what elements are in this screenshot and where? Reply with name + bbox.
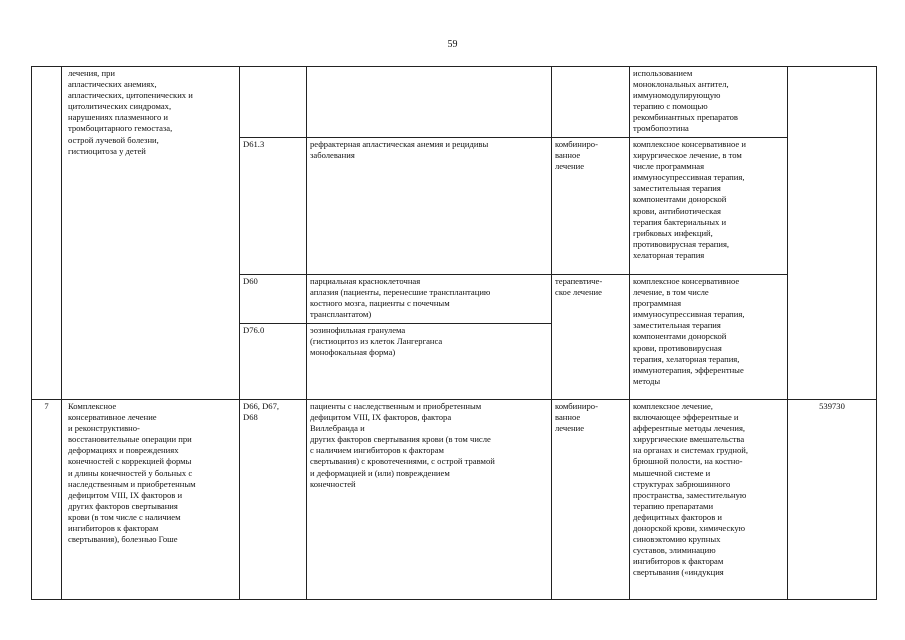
- patient-condition: рефрактерная апластическая анемия и рецидивы заболевания: [307, 138, 552, 275]
- cost-value: 539730: [788, 400, 877, 600]
- treatment-type: [552, 67, 630, 138]
- diagnosis-code: D66, D67, D68: [240, 400, 307, 600]
- diagnosis-code: [240, 67, 307, 138]
- table-row: [32, 400, 877, 600]
- treatment-method: комплексное лечение, включающее эфферентные и афферентные методы лечения, хирургические вмешательства на органах и системах грудной, брюшной полости, на костно- мышечной системе и структурах забрюшинного пространства, заместительную терапию препаратами дефицитных факторов и донорской крови, химическую синовэктомию крупных суставов, элиминацию ингибиторов к факторам свертывания («индукция: [630, 400, 788, 600]
- diagnosis-code: D76.0: [240, 324, 307, 400]
- treatment-type: комбиниро- ванное лечение: [552, 138, 630, 275]
- patient-condition: [307, 67, 552, 138]
- care-type-name: Комплексное консервативное лечение и реконструктивно- восстановительные операции при деформациях и повреждениях конечностей с коррекцией формы и длины конечностей у больных с наследственным и приобретенным дефицитом VIII, IX факторов и других факторов свертывания крови (в том числе с наличием ингибиторов к факторам свертывания), болезнью Гоше: [62, 400, 240, 600]
- patient-condition: эозинофильная гранулема (гистиоцитоз из клеток Лангерганса монофокальная форма): [307, 324, 552, 400]
- page-number: 59: [447, 39, 458, 50]
- diagnosis-code: D61.3: [240, 138, 307, 275]
- patient-condition: парциальная красноклеточная аплазия (пациенты, перенесшие трансплантацию костного мозга, пациенты с почечным трансплантатом): [307, 275, 552, 324]
- row-number: [32, 67, 62, 400]
- treatment-method: использованием моноклональных антител, иммуномодулирующую терапию с помощью рекомбинантных препаратов тромбопоэтина: [630, 67, 788, 138]
- treatment-method: комплексное консервативное лечение, в том числе программная иммуносупрессивная терапия, заместительная терапия компонентами донорской крови, противовирусная терапия, хелаторная терапия, иммунотерапия, эфферентные методы: [630, 275, 788, 400]
- table-row: [32, 67, 877, 138]
- row-number: 7: [32, 400, 62, 600]
- care-type-name: лечения, при апластических анемиях, апластических, цитопенических и цитолитических синдромах, нарушениях плазменного и тромбоцитарного гемостаза, острой лучевой болезни, гистиоцитоза у детей: [62, 67, 240, 400]
- cost-value: [788, 67, 877, 400]
- treatment-method: комплексное консервативное и хирургическое лечение, в том числе программная иммуносупрессивная терапия, заместительная терапия компонентами донорской крови, антибиотическая терапия бактериальных и грибковых инфекций, противовирусная терапия, хелаторная терапия: [630, 138, 788, 275]
- treatment-type: терапевтиче- ское лечение: [552, 275, 630, 400]
- diagnosis-code: D60: [240, 275, 307, 324]
- medical-care-table: [31, 66, 877, 600]
- treatment-type: комбиниро- ванное лечение: [552, 400, 630, 600]
- patient-condition: пациенты с наследственным и приобретенным дефицитом VIII, IX факторов, фактора Виллебранда и других факторов свертывания крови (в том числе с наличием ингибиторов к факторам свертывания) с кровотечениями, с острой травмой и деформацией и (или) повреждением конечностей: [307, 400, 552, 600]
